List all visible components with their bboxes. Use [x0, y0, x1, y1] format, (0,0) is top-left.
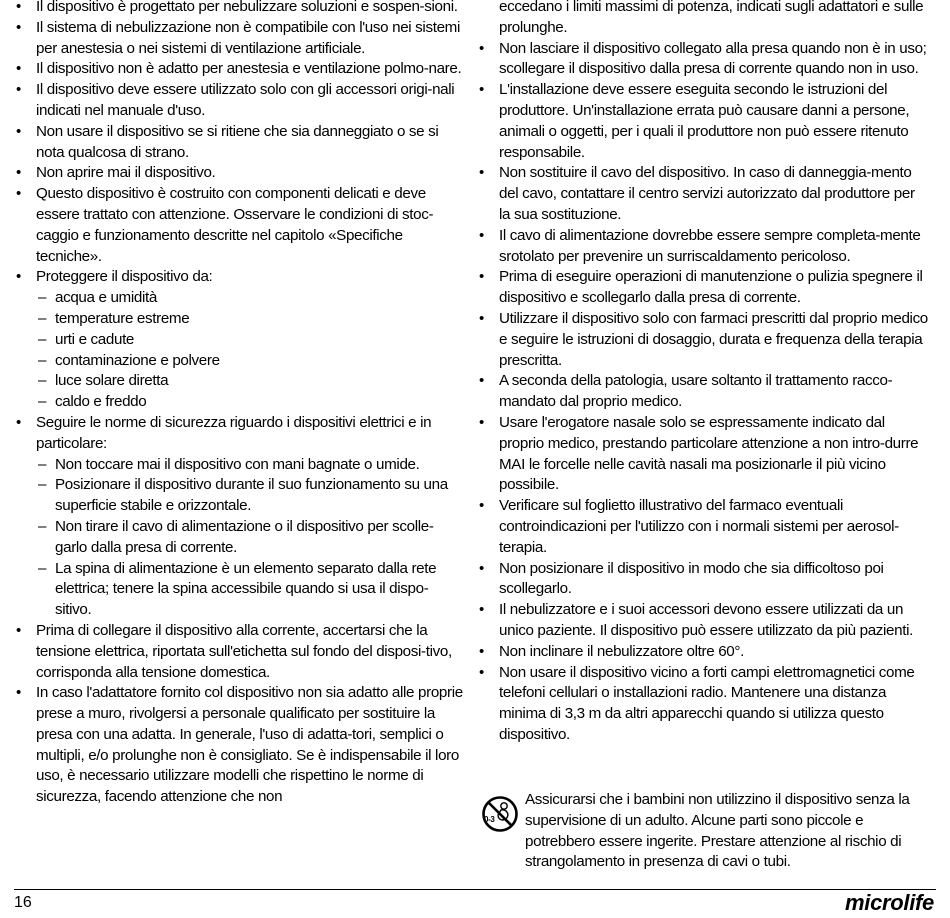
left-bullet-list: [14, 0, 464, 808]
list-item: • Il cavo di alimentazione dovrebbe essere sempre completa-mente srotolato per prevenire un surriscaldamento pericoloso.: [477, 226, 929, 268]
list-item: [14, 267, 464, 413]
sub-list-item: – La spina di alimentazione è un elemento separato dalla rete elettrica; tenere la spina accessibile quando si usa il dispo-sitivo.: [36, 559, 464, 621]
sub-list-item: – urti e cadute: [36, 330, 464, 351]
child-warning: [481, 790, 929, 873]
list-item: • A seconda della patologia, usare soltanto il trattamento racco-mandato dal proprio medico.: [477, 371, 929, 413]
list-item-text: Il dispositivo deve essere utilizzato solo con gli accessori origi-nali indicati nel manuale d'uso.: [36, 81, 455, 119]
list-item: [14, 59, 464, 80]
list-item-text: In caso l'adattatore fornito col dispositivo non sia adatto alle proprie prese a muro, rivolgersi a personale qualificato per sostituire la presa con una adatta. In generale, l'uso di adatta-tori, semplici o multipli, e/o prolunghe non è consigliato. Se è indispensabile il loro uso, è necessario utilizzare modelli che rispettino le norme di sicurezza, facendo attenzione che non: [36, 684, 463, 806]
no-children-0-3-icon: [481, 793, 519, 835]
sub-list-item: – Posizionare il dispositivo durante il suo funzionamento su una superficie stabile e orizzontale.: [36, 475, 464, 517]
list-item-text: Questo dispositivo è costruito con componenti delicati e deve essere trattato con attenzione. Osservare le condizioni di stoc-caggio e funzionamento descritte nel capitolo «Specifiche tecniche».: [36, 185, 434, 265]
right-bullet-list: [477, 39, 929, 746]
list-item: [14, 683, 464, 808]
brand-logo: microlife: [845, 890, 934, 915]
list-item: • Non inclinare il nebulizzatore oltre 60°.: [477, 642, 929, 663]
list-item: • Non posizionare il dispositivo in modo che sia difficoltoso poi scollegarlo.: [477, 559, 929, 601]
child-warning-text: Assicurarsi che i bambini non utilizzino il dispositivo senza la supervisione di un adulto. Alcune parti sono piccole e potrebbero essere ingerite. Prestare attenzione al rischio di strangolamento in presenza di cavi o tubi.: [525, 791, 910, 871]
sub-list: [36, 288, 464, 413]
list-item: • Usare l'erogatore nasale solo se espressamente indicato dal proprio medico, prestando particolare attenzione a non intro-durre MAI le forcelle nelle cavità nasali ma posizionarle il più vicino possibile.: [477, 413, 929, 496]
list-item: [14, 184, 464, 267]
sub-list-item: – temperature estreme: [36, 309, 464, 330]
list-item: [14, 80, 464, 122]
list-item: • Prima di eseguire operazioni di manutenzione o pulizia spegnere il dispositivo e scollegarlo dalla presa di corrente.: [477, 267, 929, 309]
list-item-text: Proteggere il dispositivo da:: [36, 268, 213, 286]
list-item-text: Il sistema di nebulizzazione non è compatibile con l'uso nei sistemi per anestesia o nei sistemi di ventilazione artificiale.: [36, 18, 460, 57]
sub-list-item: – Non tirare il cavo di alimentazione o il dispositivo per scolle-garlo dalla presa di corrente.: [36, 517, 464, 559]
list-item: • Non lasciare il dispositivo collegato alla presa quando non è in uso; scollegare il dispositivo dalla presa di corrente quando non in uso.: [477, 39, 929, 81]
continuation-text: eccedano i limiti massimi di potenza, indicati sugli adattatori e sulle prolunghe.: [499, 0, 924, 36]
list-item-text: Non aprire mai il dispositivo.: [36, 164, 216, 182]
age-label: 0-3: [484, 815, 495, 824]
list-item: [14, 0, 464, 18]
sub-list-item: – caldo e freddo: [36, 392, 464, 413]
left-column: [14, 0, 464, 808]
list-item-text: Non usare il dispositivo se si ritiene che sia danneggiato o se si nota qualcosa di strano.: [36, 122, 439, 161]
list-item: • L'installazione deve essere eseguita secondo le istruzioni del produttore. Un'installazione errata può causare danni a persone, animali o oggetti, per i quali il produttore non può essere ritenuto responsabile.: [477, 80, 929, 163]
list-item: • Verificare sul foglietto illustrativo del farmaco eventuali controindicazioni per l'utilizzo con i normali sistemi per aerosol-terapia.: [477, 496, 929, 558]
footer-rule: [14, 889, 936, 890]
list-item-text: Seguire le norme di sicurezza riguardo i dispositivi elettrici e in particolare:: [36, 413, 432, 452]
list-item: [14, 413, 464, 621]
sub-list-item: – Non toccare mai il dispositivo con mani bagnate o umide.: [36, 455, 464, 476]
list-item: • Non sostituire il cavo del dispositivo. In caso di danneggia-mento del cavo, contattare il centro servizi autorizzato dal produttore per la sua sostituzione.: [477, 163, 929, 225]
list-item: [14, 163, 464, 184]
list-item-text: Il dispositivo non è adatto per anestesia e ventilazione polmo-nare.: [36, 60, 462, 78]
list-item-text: Prima di collegare il dispositivo alla corrente, accertarsi che la tensione elettrica, riportata sull'etichetta sul fondo del disposi-tivo, corrisponda alla tensione domestica.: [36, 621, 452, 681]
sub-list-item: – contaminazione e polvere: [36, 351, 464, 372]
sub-list-item: – acqua e umidità: [36, 288, 464, 309]
list-item: [14, 621, 464, 683]
right-column: [477, 0, 929, 746]
sub-list-item: – luce solare diretta: [36, 371, 464, 392]
sub-list: [36, 455, 464, 621]
list-item: [14, 18, 464, 60]
list-item: • Utilizzare il dispositivo solo con farmaci prescritti dal proprio medico e seguire le istruzioni di dosaggio, durata e frequenza della terapia prescritta.: [477, 309, 929, 371]
list-item: [14, 122, 464, 164]
list-item: • Non usare il dispositivo vicino a forti campi elettromagnetici come telefoni cellulari o installazioni radio. Mantenere una distanza minima di 3,3 m da altri apparecchi quando si utilizza questo dispositivo.: [477, 663, 929, 746]
list-item-text: Il dispositivo è progettato per nebulizzare soluzioni e sospen-sioni.: [36, 0, 458, 15]
page-number: 16: [14, 894, 32, 911]
list-item: • Il nebulizzatore e i suoi accessori devono essere utilizzati da un unico paziente. Il dispositivo può essere utilizzato da più pazienti.: [477, 600, 929, 642]
